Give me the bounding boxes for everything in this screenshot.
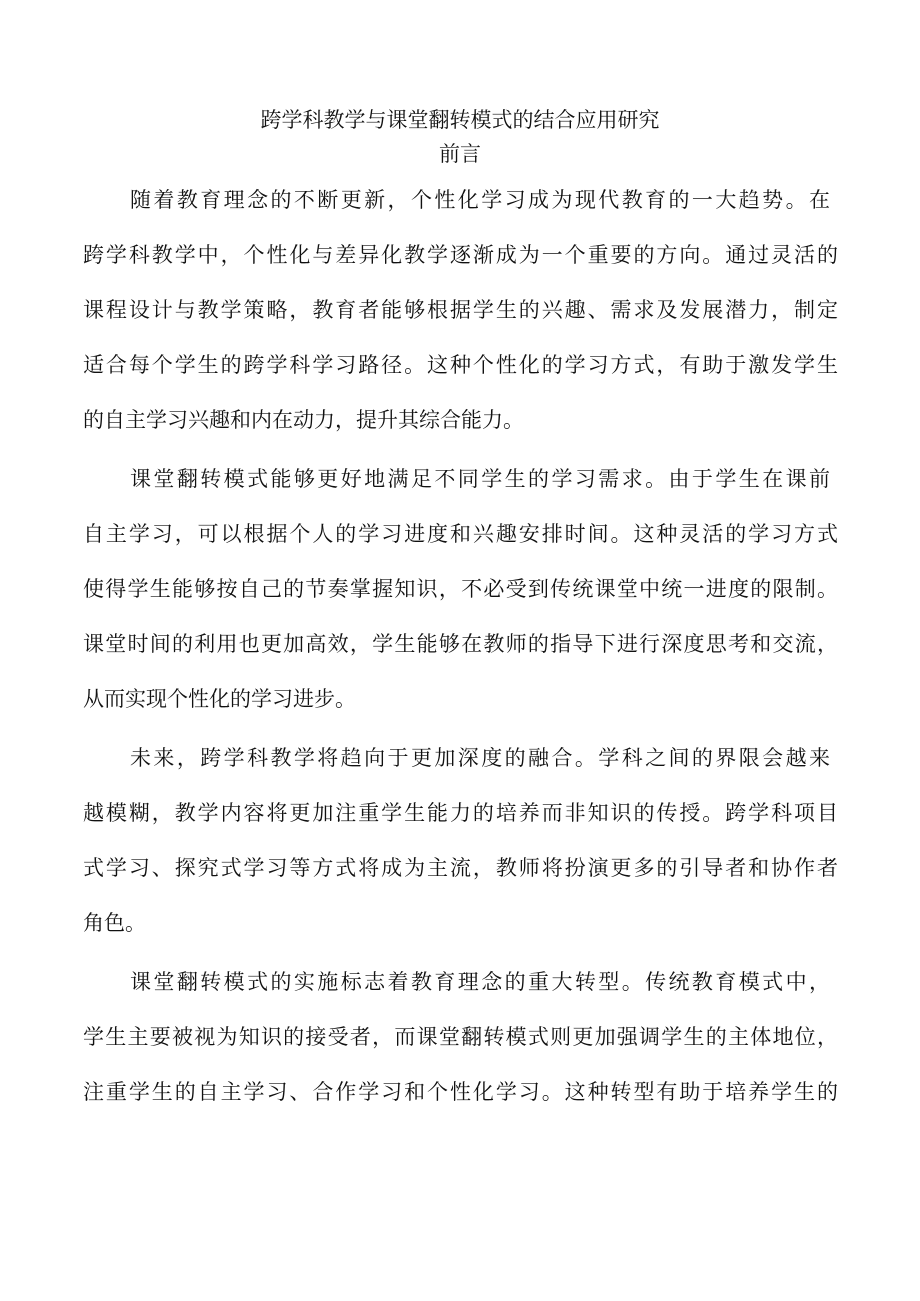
paragraph-3-line-2: 越模糊，教学内容将更加注重学生能力的培养而非知识的传授。跨学科项目 bbox=[83, 801, 838, 825]
paragraph-1-line-4: 适合每个学生的跨学科学习路径。这种个性化的学习方式，有助于激发学生 bbox=[83, 353, 838, 377]
paragraph-1-line-3: 课程设计与教学策略，教育者能够根据学生的兴趣、需求及发展潜力，制定 bbox=[83, 298, 838, 322]
paragraph-2-line-5: 从而实现个性化的学习进步。 bbox=[83, 687, 356, 711]
document-title: 跨学科教学与课堂翻转模式的结合应用研究 bbox=[260, 108, 660, 132]
paragraph-4-line-3: 注重学生的自主学习、合作学习和个性化学习。这种转型有助于培养学生的 bbox=[83, 1080, 838, 1104]
paragraph-3-line-4: 角色。 bbox=[83, 911, 146, 935]
paragraph-3-line-3: 式学习、探究式学习等方式将成为主流，教师将扮演更多的引导者和协作者 bbox=[83, 856, 838, 880]
paragraph-2-line-2: 自主学习，可以根据个人的学习进度和兴趣安排时间。这种灵活的学习方式 bbox=[83, 522, 838, 546]
paragraph-4-line-2: 学生主要被视为知识的接受者，而课堂翻转模式则更加强调学生的主体地位， bbox=[83, 1025, 838, 1049]
paragraph-1-line-5: 的自主学习兴趣和内在动力，提升其综合能力。 bbox=[83, 408, 524, 432]
paragraph-3-line-1: 未来，跨学科教学将趋向于更加深度的融合。学科之间的界限会越来 bbox=[130, 746, 830, 770]
document-subtitle: 前言 bbox=[439, 142, 481, 166]
paragraph-2-line-3: 使得学生能够按自己的节奏掌握知识，不必受到传统课堂中统一进度的限制。 bbox=[83, 577, 838, 601]
paragraph-1-line-2: 跨学科教学中，个性化与差异化教学逐渐成为一个重要的方向。通过灵活的 bbox=[83, 243, 838, 267]
paragraph-1-line-1: 随着教育理念的不断更新，个性化学习成为现代教育的一大趋势。在 bbox=[130, 188, 830, 212]
paragraph-4-line-1: 课堂翻转模式的实施标志着教育理念的重大转型。传统教育模式中， bbox=[130, 970, 830, 994]
paragraph-2-line-4: 课堂时间的利用也更加高效，学生能够在教师的指导下进行深度思考和交流， bbox=[83, 632, 838, 656]
paragraph-2-line-1: 课堂翻转模式能够更好地满足不同学生的学习需求。由于学生在课前 bbox=[130, 467, 830, 491]
